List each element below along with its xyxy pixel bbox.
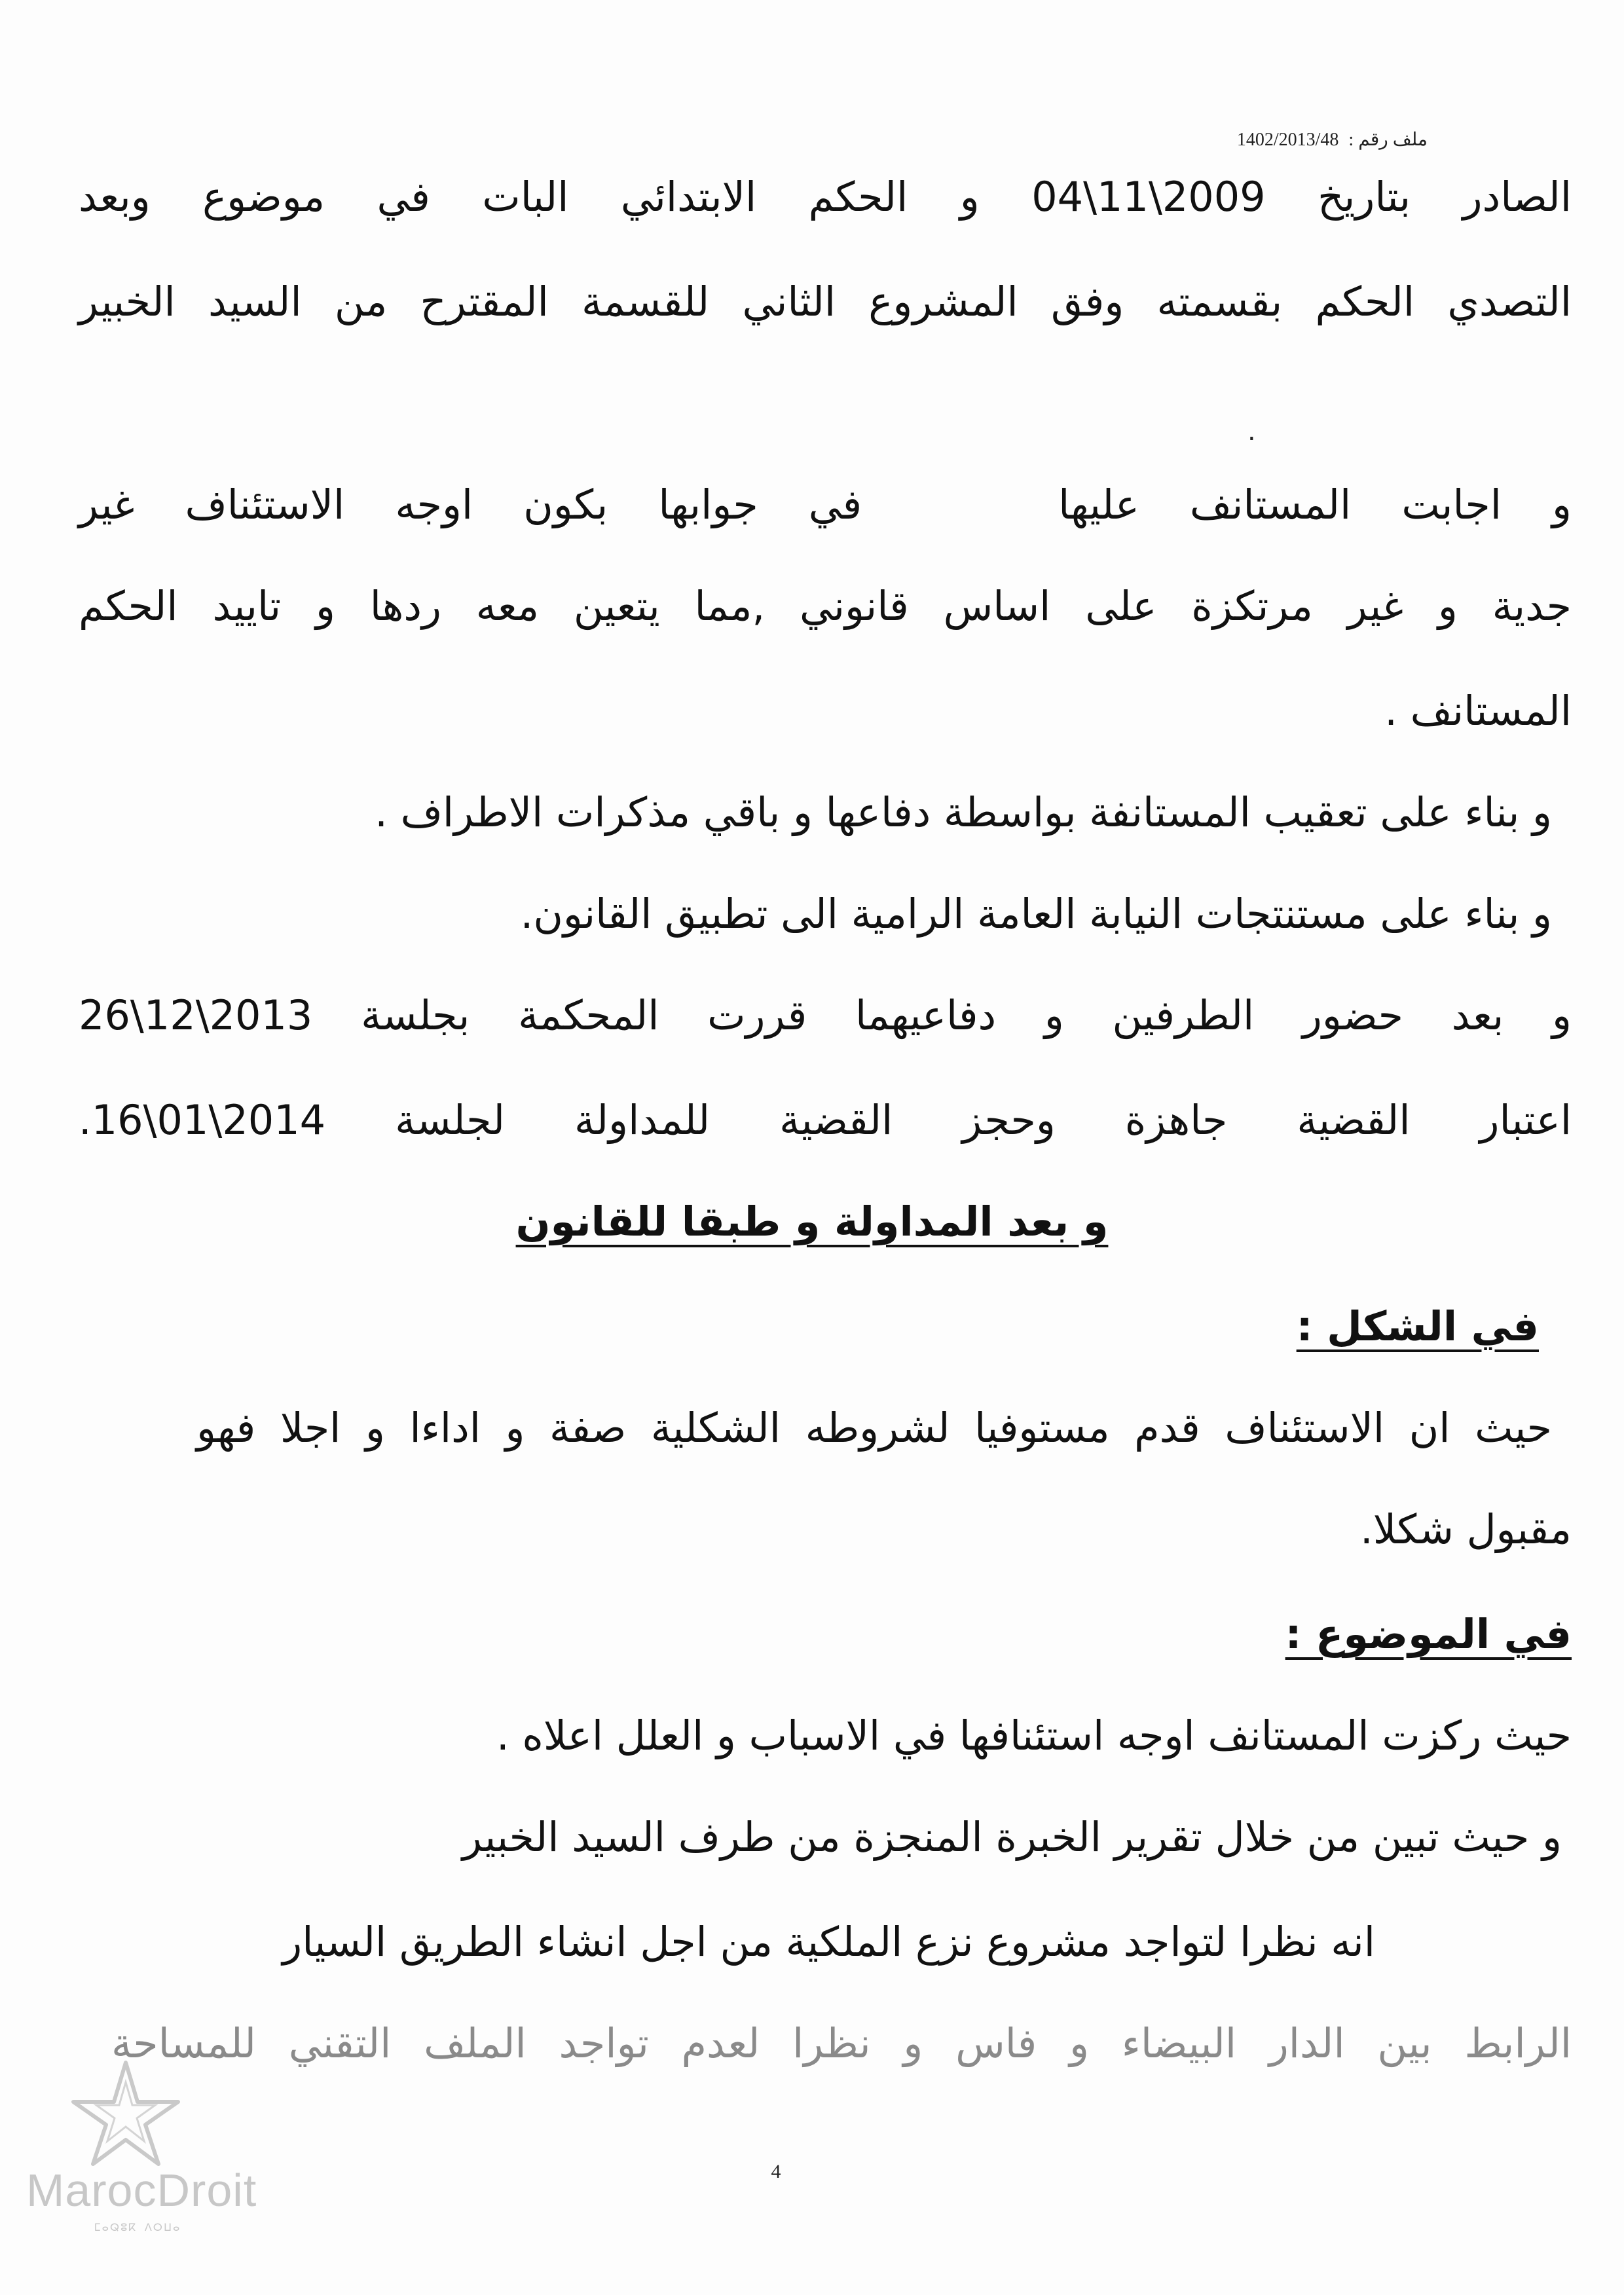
text-line-10: حيث ان الاستئناف قدم مستوفيا لشروطه الشكلية صفة و اداءا و اجلا فهو <box>196 1404 1552 1452</box>
heading-form <box>79 1302 1539 1350</box>
text-line-3-part-b: في جوابها بكون اوجه الاستئناف غير <box>79 481 862 528</box>
page-number: 4 <box>771 2161 781 2182</box>
text-line-12: حيث ركزت المستانف اوجه استئنافها في الاسباب و العلل اعلاه . <box>496 1712 1572 1759</box>
text-line-5: المستانف . <box>1384 687 1572 735</box>
text-line-1: الصادر بتاريخ 2009\11\04 و الحكم الابتدائي البات في موضوع وبعد <box>79 173 1572 221</box>
heading-deliberation-text: و بعد المداولة و طبقا للقانون <box>515 1198 1109 1245</box>
heading-subject <box>79 1610 1572 1658</box>
watermark-name: MarocDroit <box>26 2165 257 2216</box>
text-line-3 <box>79 481 1572 528</box>
text-line-3-part-a: و اجابت المستانف عليها <box>1058 481 1572 528</box>
heading-form-text: في الشكل : <box>1296 1302 1539 1350</box>
text-line-8: و بعد حضور الطرفين و دفاعيهما قررت المحكمة بجلسة 2013\12\26 <box>79 991 1572 1039</box>
marocdroit-star-logo-icon <box>21 2056 257 2266</box>
text-line-13: و حيث تبين من خلال تقرير الخبرة المنجزة من طرف السيد الخبير <box>462 1813 1562 1861</box>
text-line-9: اعتبار القضية جاهزة وحجز القضية للمداولة لجلسة 2014\01\16. <box>79 1096 1572 1144</box>
text-line-11: مقبول شكلا. <box>1360 1505 1572 1553</box>
text-line-4: جدية و غير مرتكزة على اساس قانوني ,مما يتعين معه ردها و تاييد الحكم <box>79 582 1572 630</box>
watermark-subtitle: ⵎⴰⵕⵓⴽ ⴷⵔⵡⴰ <box>94 2221 181 2233</box>
text-line-6: و بناء على تعقيب المستانفة بواسطة دفاعها و باقي مذكرات الاطراف . <box>375 788 1552 836</box>
heading-subject-text: في الموضوع : <box>1285 1610 1572 1658</box>
file-reference-number: 1402/2013/48 <box>1236 130 1339 150</box>
text-line-7: و بناء على مستنتجات النيابة العامة الرامية الى تطبيق القانون. <box>520 890 1552 938</box>
text-line-14: انه نظرا لتواجد مشروع نزع الملكية من اجل انشاء الطريق السيار <box>282 1918 1375 1966</box>
text-line-2: التصدي الحكم بقسمته وفق المشروع الثاني للقسمة المقترح من السيد الخبير <box>79 278 1572 325</box>
stray-mark: . <box>1247 416 1256 447</box>
file-reference <box>1237 128 1428 151</box>
text-line-15: الرابط بين الدار البيضاء و فاس و نظرا لعدم تواجد الملف التقني للمساحة <box>111 2019 1572 2067</box>
file-reference-label: ملف رقم : <box>1348 130 1428 150</box>
heading-deliberation <box>0 1198 1624 1245</box>
